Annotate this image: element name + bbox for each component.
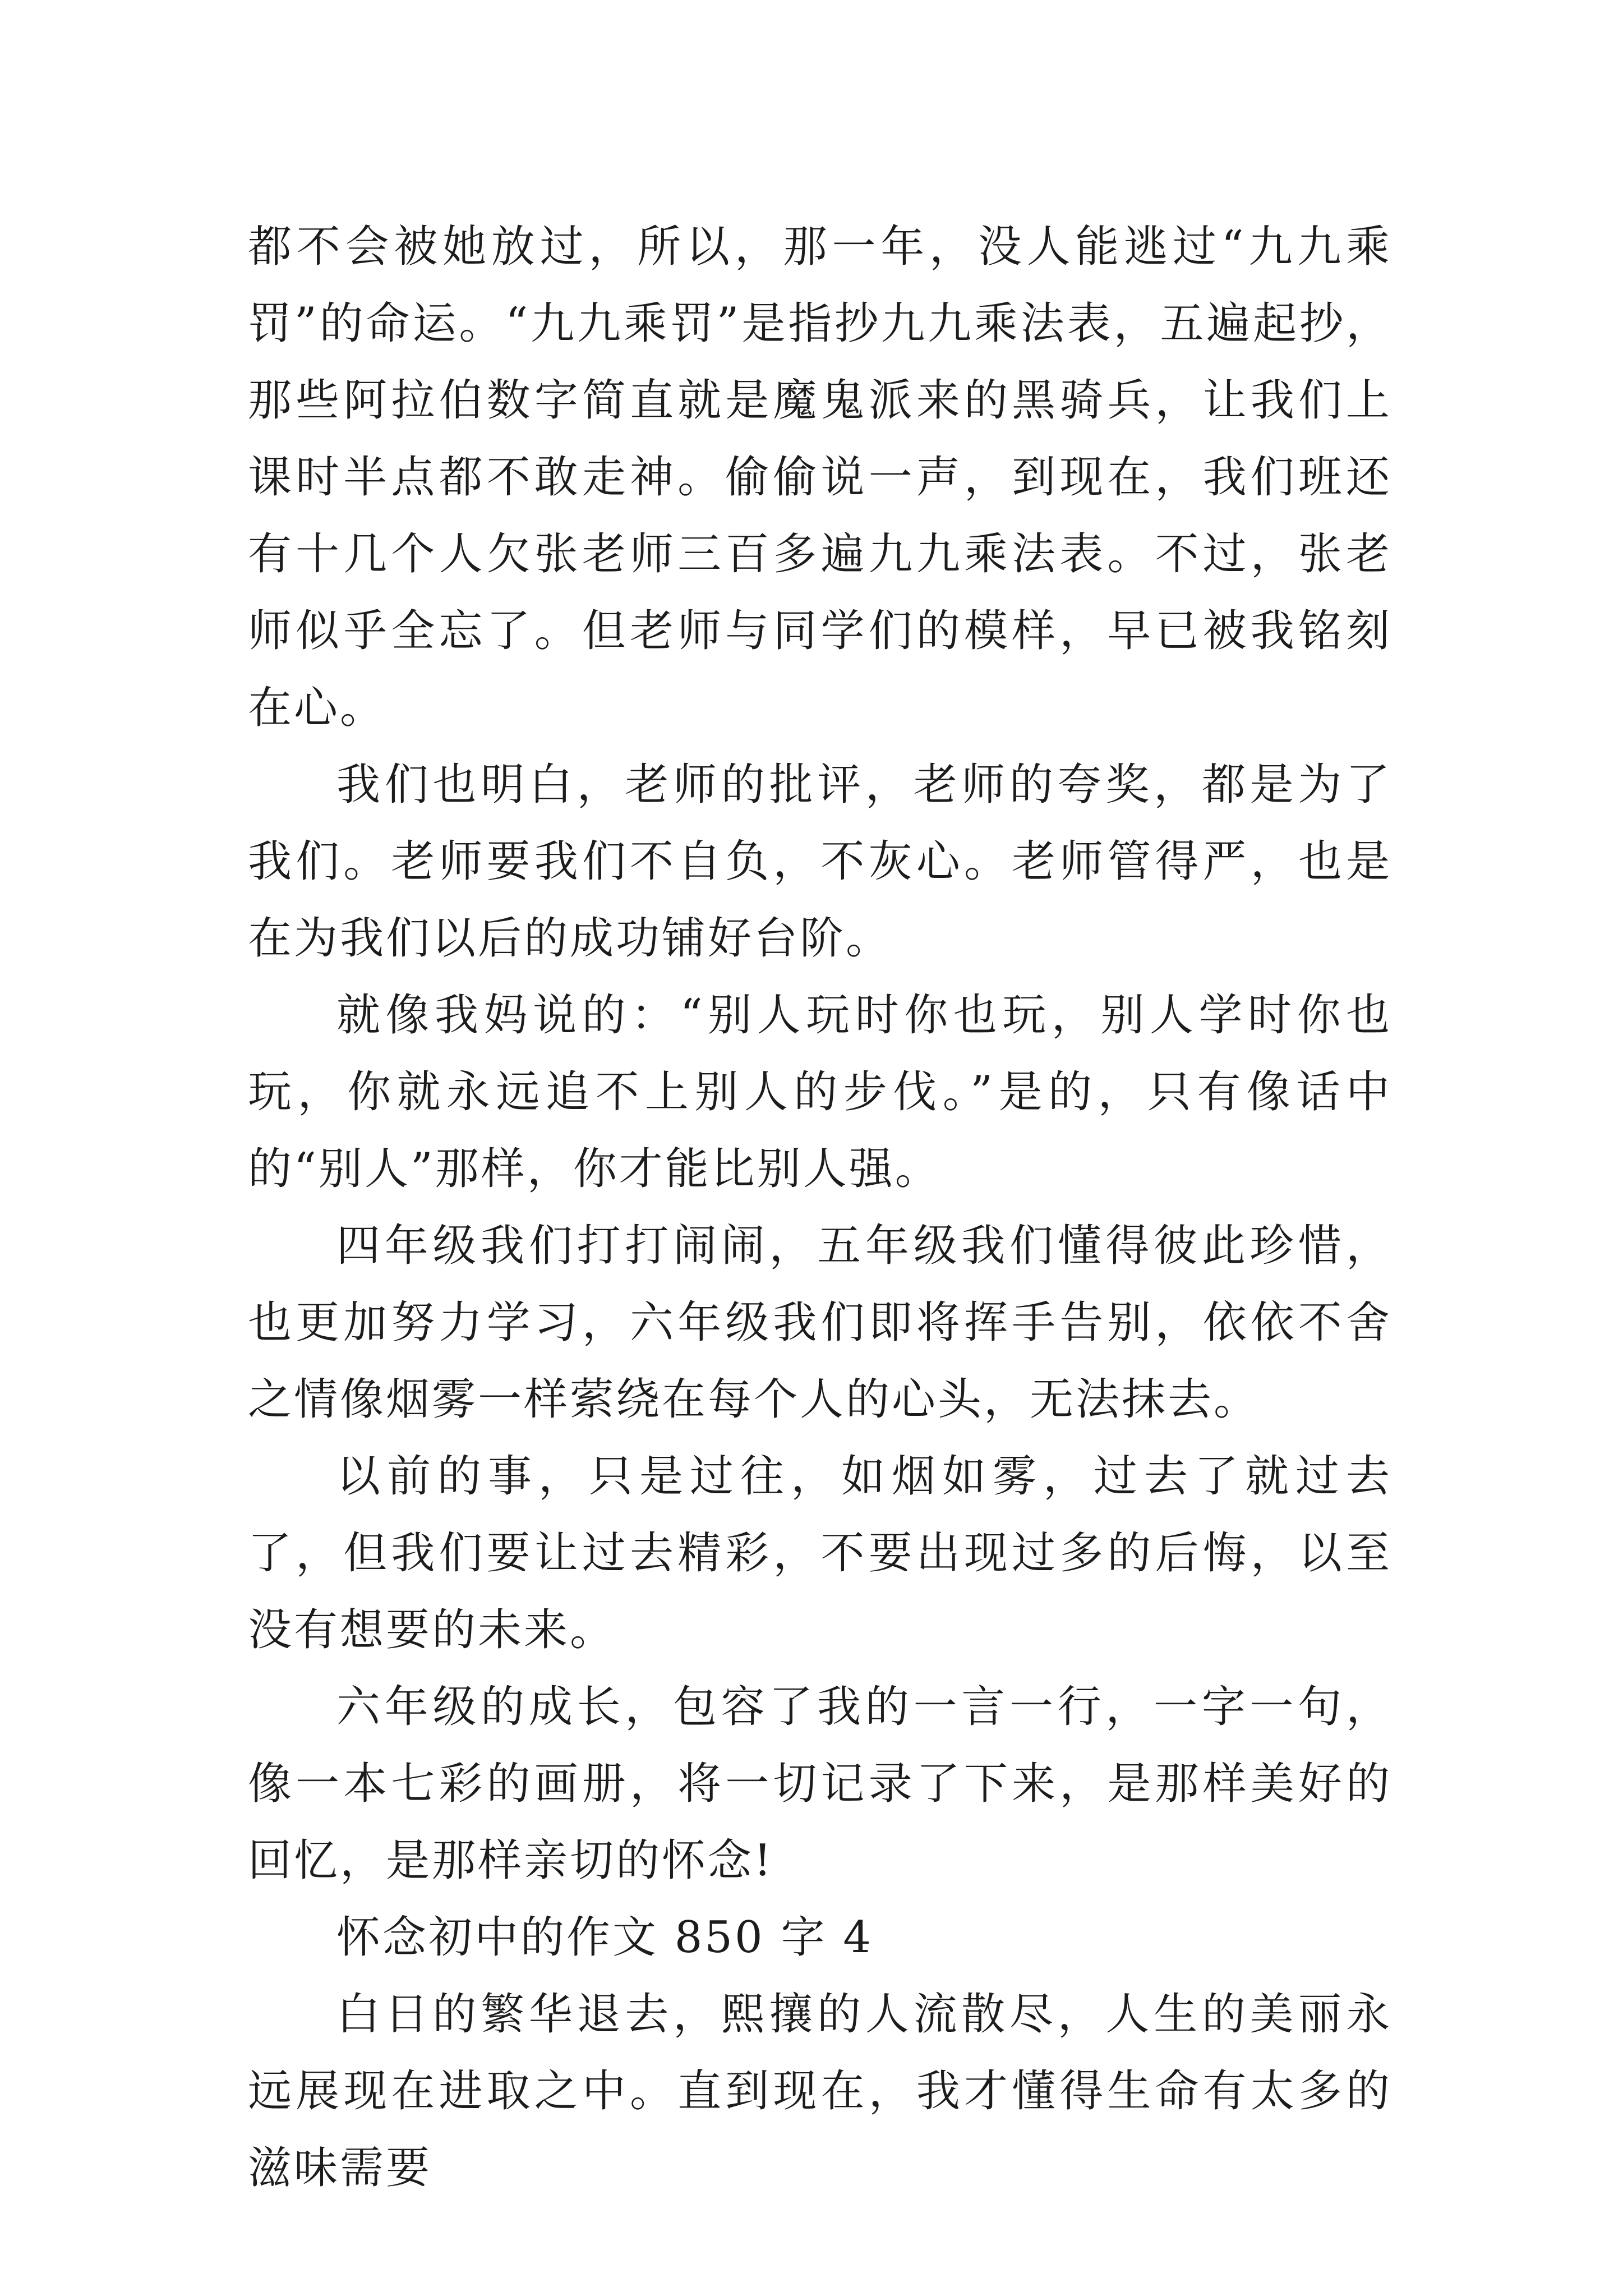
paragraph-essay-opening: 白日的繁华退去，熙攘的人流散尽，人生的美丽永远展现在进取之中。直到现在，我才懂得生命有太多的滋味需要 — [248, 1989, 1392, 2193]
paragraph-mother-quote: 就像我妈说的：“别人玩时你也玩，别人学时你也玩，你就永远追不上别人的步伐。”是的，只有像话中的“别人”那样，你才能比别人强。 — [248, 990, 1392, 1194]
document-body — [248, 209, 1392, 2207]
paragraph-sixth-grade-growth: 六年级的成长，包容了我的一言一行，一字一句，像一本七彩的画册，将一切记录了下来，是那样美好的回忆，是那样亲切的怀念! — [248, 1682, 1392, 1886]
paragraph-teacher-criticism: 我们也明白，老师的批评，老师的夸奖，都是为了我们。老师要我们不自负，不灰心。老师管得严，也是在为我们以后的成功铺好台阶。 — [248, 760, 1392, 964]
section-heading: 怀念初中的作文 850 字 4 — [336, 1912, 873, 1963]
paragraph-continuation: 都不会被她放过，所以，那一年，没人能逃过“九九乘罚”的命运。“九九乘罚”是指抄九九乘法表，五遍起抄，那些阿拉伯数字简直就是魔鬼派来的黑骑兵，让我们上课时半点都不敢走神。偷偷说一声，到现在，我们班还有十几个人欠张老师三百多遍九九乘法表。不过，张老师似乎全忘了。但老师与同学们的模样，早已被我铭刻在心。 — [248, 222, 1392, 733]
paragraph-grade-years: 四年级我们打打闹闹，五年级我们懂得彼此珍惜，也更加努力学习，六年级我们即将挥手告别，依依不舍之情像烟雾一样萦绕在每个人的心头，无法抹去。 — [248, 1221, 1392, 1425]
paragraph-past-events: 以前的事，只是过往，如烟如雾，过去了就过去了，但我们要让过去精彩，不要出现过多的后悔，以至没有想要的未来。 — [248, 1451, 1392, 1655]
